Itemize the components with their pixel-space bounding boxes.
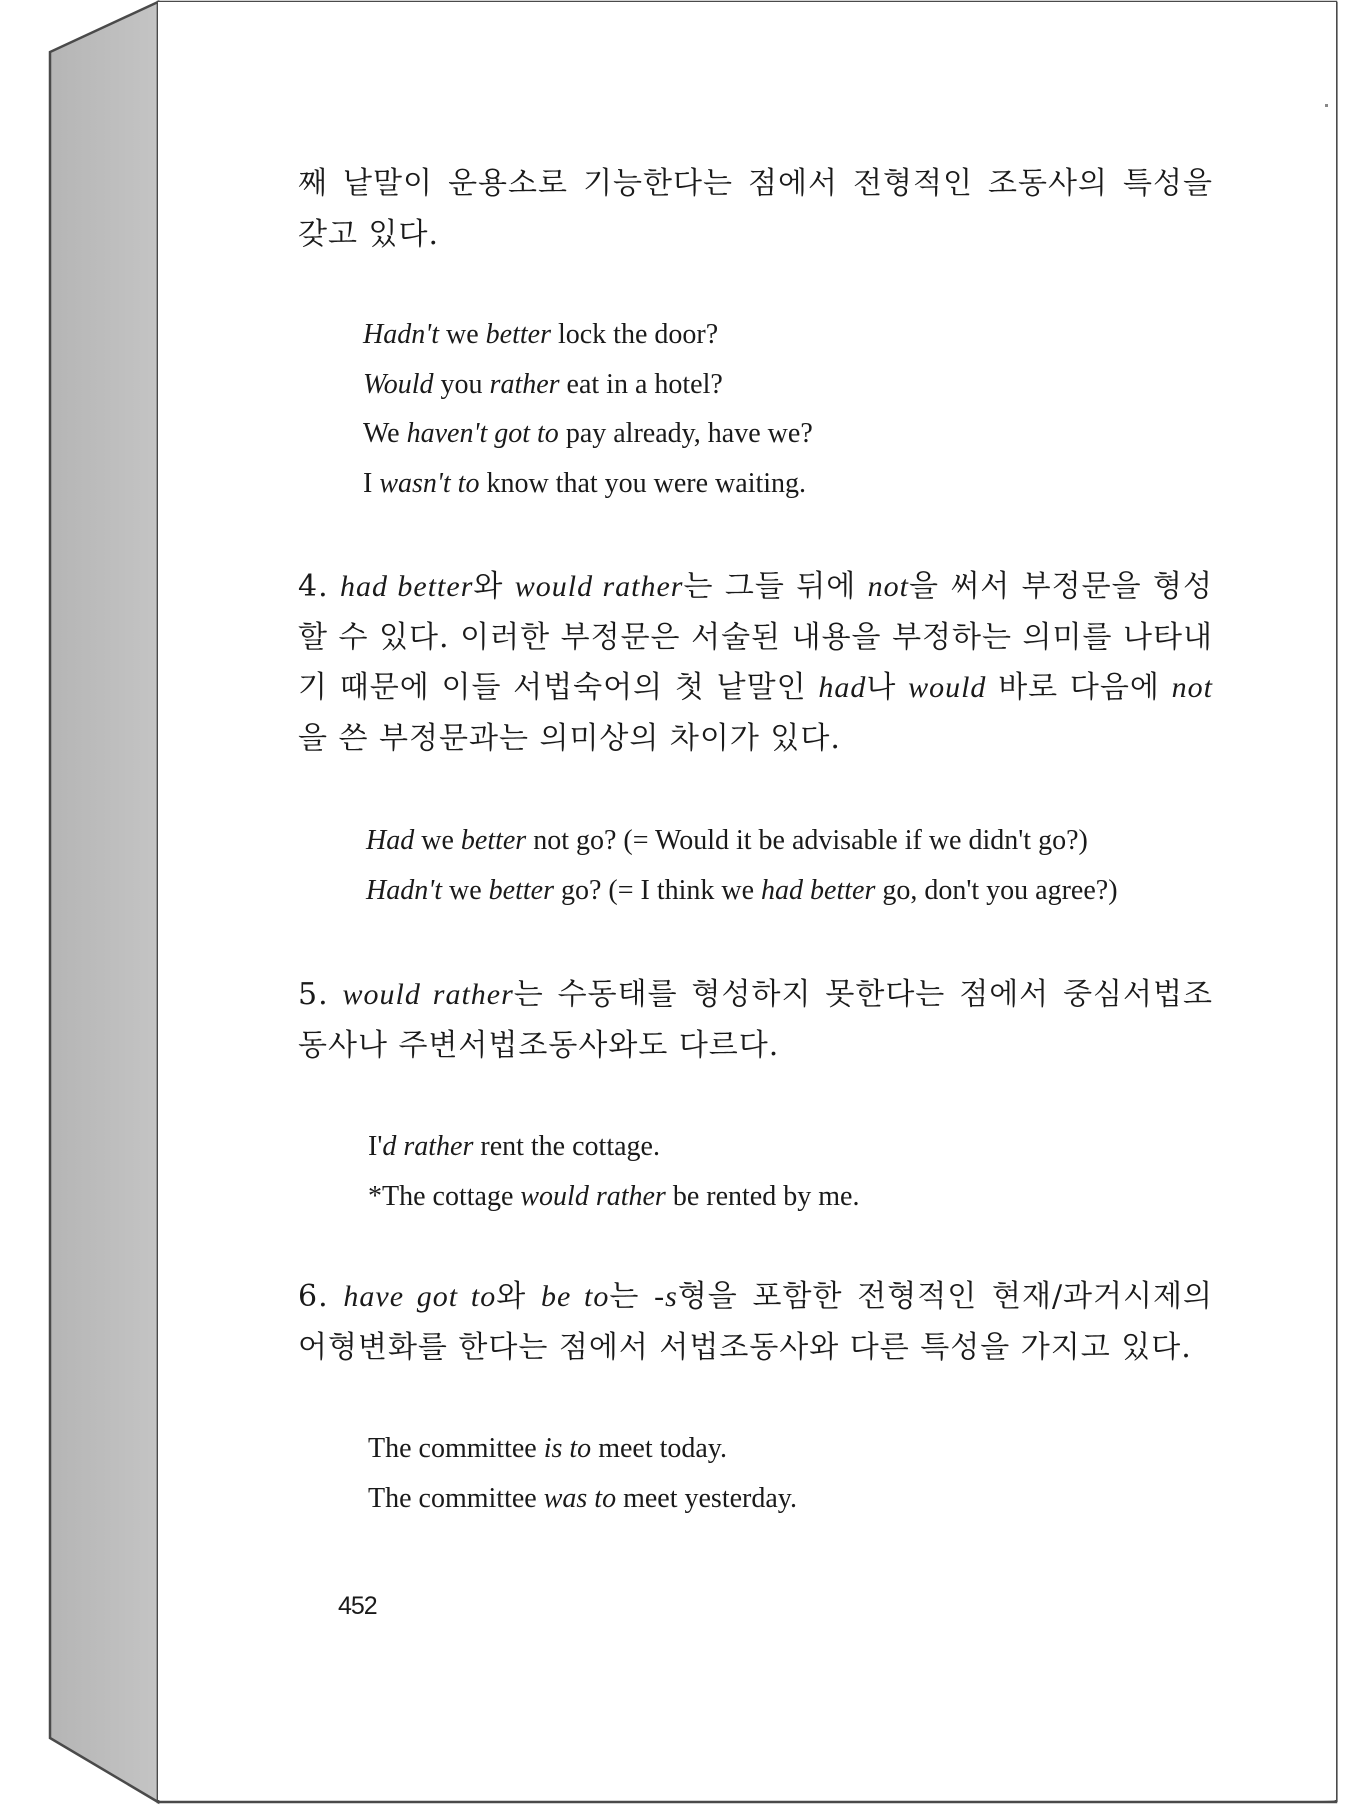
example-sentence [363,409,813,459]
page-speck [1325,104,1328,107]
paragraph-text-run: 는 그들 뒤에 [683,569,868,604]
example-text-run: We [363,418,407,449]
paragraph-text-run: 와 [473,569,515,604]
example-text-run: go, don't you agree?) [875,874,1118,906]
example-text-run: The committee [368,1482,544,1514]
example-text-run: be rented by me. [665,1180,860,1212]
example-italic-run: would rather [520,1180,666,1212]
paragraph-text-run: 형을 포함한 전형적인 현재/과거시제의 어형변화를 한다는 점에서 서법조동사와 다른 특성을 가지고 있다. [298,1279,1213,1365]
book-page [158,2,1336,1800]
example-italic-run: was to [543,1482,617,1514]
paragraph-text-run: 6. [298,1279,344,1314]
example-italic-run: Would [363,368,434,400]
page-content [158,2,1336,1800]
paragraph-text-run: 나 [866,670,909,705]
example-text-run: I' [368,1131,383,1162]
paragraph-italic-run: not [867,570,909,603]
paragraph-italic-run: not [1171,671,1213,704]
page-number: 452 [338,1592,377,1620]
paragraph-text-run: 바로 다음에 [986,670,1172,705]
example-text-run: we [442,874,489,906]
example-text-run: you [433,368,490,400]
example-sentence [368,1474,797,1524]
paragraph-text-run: 5. [298,977,343,1012]
example-text-run: we [439,319,486,350]
example-text-run: lock the door? [550,319,719,350]
example-text-run: The committee [368,1433,544,1464]
example-text-run: eat in a hotel? [559,368,723,400]
example-italic-run: better [488,874,554,906]
example-italic-run: Hadn't [366,874,442,906]
paragraph-text-run: 는 수동태를 형성하지 못한다는 점에서 중심서법조동사나 주변서법조동사와도 다르다. [298,977,1213,1063]
example-text-run: know that you were waiting. [479,467,807,499]
paragraph-text-run: 을 쓴 부정문과는 의미상의 차이가 있다. [298,720,841,756]
example-italic-run: Hadn't [363,319,439,350]
paragraph-italic-run: had [818,671,867,704]
example-italic-run: rather [489,368,560,400]
example-group-3 [368,1122,859,1221]
paragraph-text-run: 는 [609,1279,655,1314]
paragraph-intro [298,159,1213,260]
paragraph-text-run: 와 [496,1279,541,1314]
example-text-run: *The cottage [368,1180,521,1212]
paragraph-4 [298,562,1213,764]
example-italic-run: Had [366,825,415,856]
paragraph-text-run: 4. [298,569,341,604]
example-italic-run: d rather [382,1131,474,1162]
paragraph-italic-run: would [908,671,987,704]
example-text-run: I [363,467,380,499]
example-italic-run: had better [761,874,876,906]
example-group-4 [368,1424,797,1523]
example-italic-run: wasn't to [379,467,480,499]
example-italic-run: haven't got to [406,418,559,449]
example-text-run: rent the cottage. [473,1131,660,1162]
example-group-1 [363,310,813,508]
paragraph-text-run: 째 낱말이 운용소로 기능한다는 점에서 전형적인 조동사의 특성을 갖고 있다. [298,166,1213,252]
paragraph-italic-run: have got to [343,1280,497,1313]
example-text-run: go? (= I think we [553,874,762,906]
example-sentence [368,1424,797,1474]
example-text-run: pay already, have we? [558,418,813,449]
paragraph-text-run: 을 써서 부정문을 형성할 수 있다. 이러한 부정문은 서술된 내용을 부정하는 의미를 나타내기 때문에 이들 서법숙어의 첫 낱말인 [298,569,1213,705]
example-sentence [363,310,813,360]
example-italic-run: better [460,825,527,856]
paragraph-italic-run: -s [654,1280,678,1313]
example-italic-run: better [485,319,551,350]
example-sentence [366,816,1118,866]
example-text-run: we [414,825,461,856]
paragraph-6 [298,1272,1213,1373]
paragraph-italic-run: be to [540,1280,610,1313]
example-italic-run: is to [543,1433,592,1464]
book-spine [50,2,158,1802]
example-sentence [363,360,813,410]
paragraph-italic-run: would rather [514,570,684,603]
paragraph-italic-run: would rather [342,978,514,1011]
paragraph-5 [298,970,1213,1071]
example-group-2 [366,816,1118,915]
example-sentence [368,1172,859,1222]
example-sentence [368,1122,859,1172]
example-sentence [363,459,813,509]
example-text-run: meet yesterday. [616,1482,797,1514]
example-text-run: meet today. [591,1433,727,1464]
example-sentence [366,866,1118,916]
paragraph-italic-run: had better [340,570,474,603]
example-text-run: not go? (= Would it be advisable if we didn't go?) [526,825,1088,856]
